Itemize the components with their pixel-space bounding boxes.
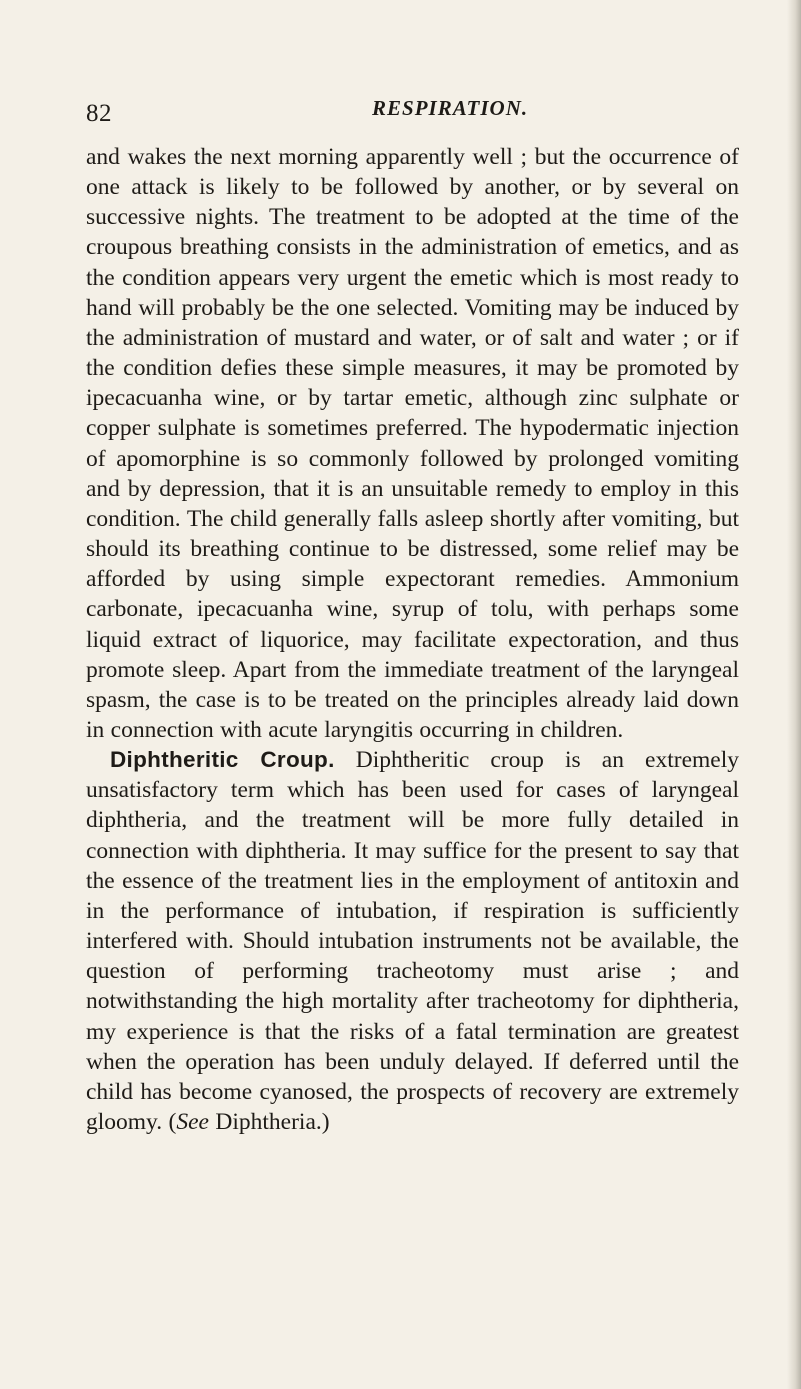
page-number: 82 — [86, 100, 112, 127]
see-open-paren: ( — [168, 1109, 177, 1135]
section-heading: Diphtheritic Croup. — [110, 747, 335, 773]
paragraph-treatment — [86, 142, 739, 745]
running-head: RESPIRATION. — [372, 96, 529, 120]
paragraph-diphtheritic-croup — [86, 745, 739, 1137]
page-header — [86, 96, 746, 126]
see-label: See — [176, 1109, 209, 1135]
body-text — [86, 142, 739, 1137]
page-edge-shadow — [787, 0, 801, 1389]
cross-reference: Diphtheria.) — [215, 1109, 330, 1135]
paragraph-text: and wakes the next morning apparently well ; but the occurrence of one attack is likely to be followed by another, or by several on successive nights. The treatment to be adopted at the time of the croupous breathing consists in the administration of emetics, and as the condition appears very urgent the emetic which is most ready to hand will probably be the one selected. Vomiting may be induced by the administration of mustard and water, or of salt and water ; or if the condition defies these simple measures, it may be promoted by ipecacuanha wine, or by tartar emetic, although zinc sulphate or copper sulphate is sometimes preferred. The hypodermatic injection of apomorphine is so commonly followed by prolonged vomiting and by depression, that it is an unsuitable remedy to employ in this condition. The child generally falls asleep shortly after vomiting, but should its breathing continue to be distressed, some relief may be afforded by using simple expectorant remedies. Ammonium carbonate, ipecacuanha wine, syrup of tolu, with perhaps some liquid extract of liquorice, may facilitate expectoration, and thus promote sleep. Apart from the immediate treatment of the laryngeal spasm, the case is to be treated on the principles already laid down in connection with acute laryngitis occurring in children. — [86, 144, 739, 743]
paragraph-text: Diphtheritic croup is an extremely unsatisfactory term which has been used for cases of laryngeal diphtheria, and the treatment will be more fully detailed in connection with diphtheria. It may suffice for the present to say that the essence of the treatment lies in the employment of antitoxin and in the performance of intubation, if respiration is sufficiently interfered with. Should intubation instruments not be available, the question of performing tracheotomy must arise ; and notwithstanding the high mortality after tracheotomy for diphtheria, my experience is that the risks of a fatal termination are greatest when the operation has been unduly delayed. If deferred until the child has become cyanosed, the prospects of recovery are extremely gloomy. — [86, 747, 739, 1135]
